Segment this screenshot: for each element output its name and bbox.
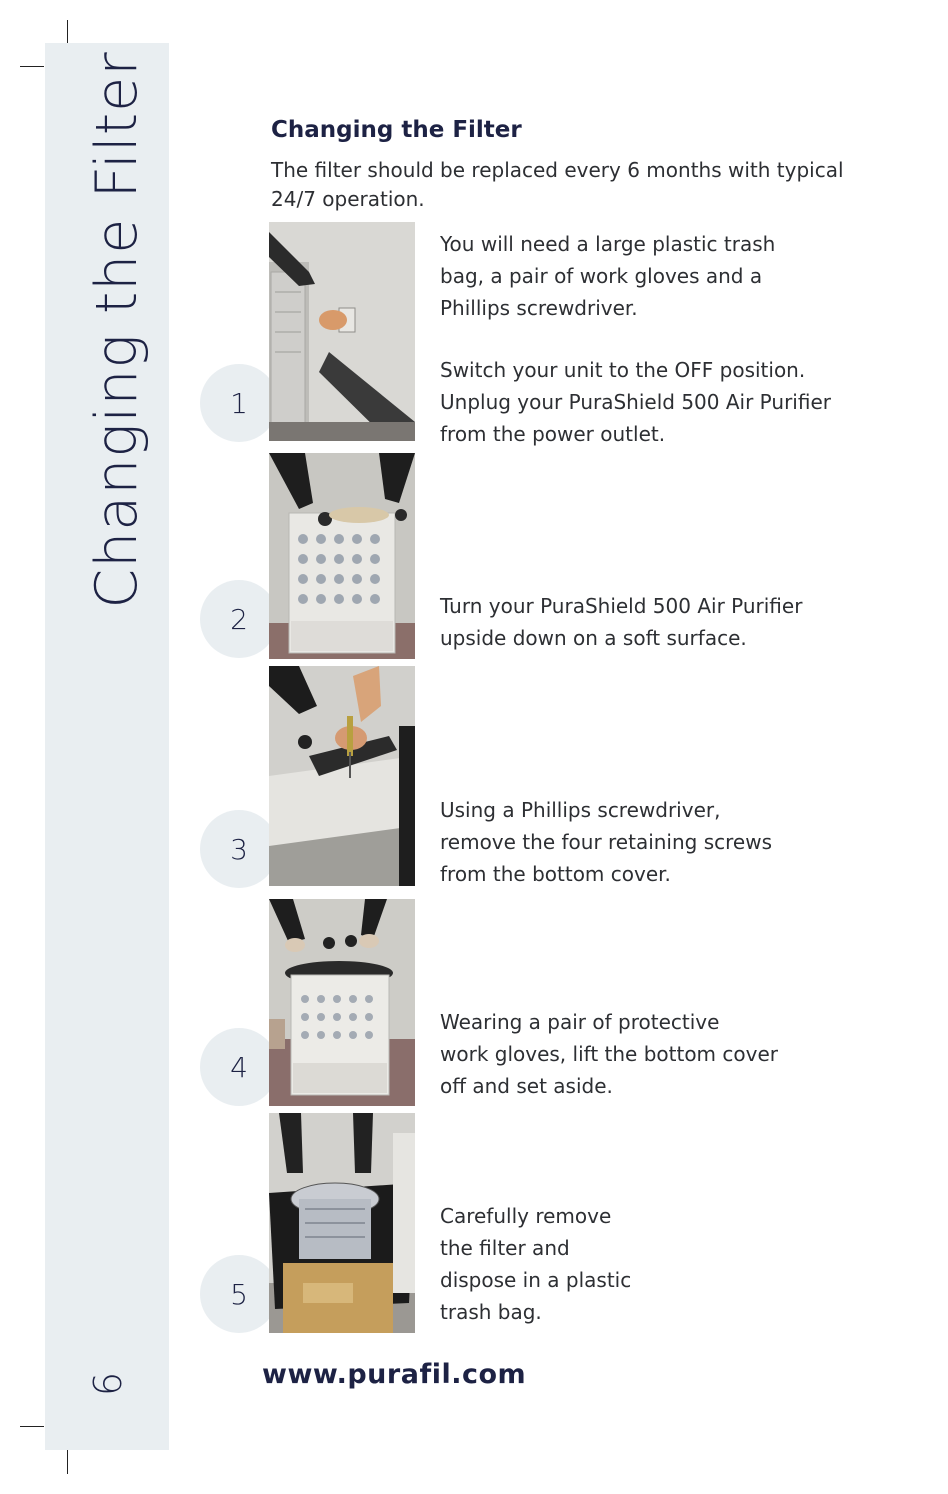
crop-mark-top-horizontal: [20, 66, 44, 67]
dispose-filter-photo: [269, 1113, 415, 1333]
step-paragraph: Using a Phillips screwdriver, remove the four retaining screws from the bottom cover.: [440, 798, 773, 886]
step-number-badge: 3: [200, 810, 278, 888]
lift-cover-photo: [269, 899, 415, 1106]
step-paragraph: Turn your PuraShield 500 Air Purifier upside down on a soft surface.: [440, 594, 803, 650]
sidebar-title: Changing the Filter: [84, 51, 150, 609]
flip-unit-photo: [269, 453, 415, 659]
step-paragraph: Switch your unit to the OFF position. Unplug your PuraShield 500 Air Purifier from the power outlet.: [440, 358, 831, 446]
section-heading: Changing the Filter: [271, 117, 522, 143]
crop-mark-bottom-horizontal: [20, 1426, 44, 1427]
crop-mark-bottom-vertical: [67, 1450, 68, 1474]
step-text: [440, 794, 870, 890]
step-text: [440, 590, 870, 654]
step-text: [440, 1200, 870, 1328]
page-number: 6: [86, 1371, 130, 1397]
step-text: [440, 228, 870, 450]
website-link[interactable]: www.purafil.com: [262, 1359, 527, 1390]
step-number-badge: 2: [200, 580, 278, 658]
step-number-badge: 4: [200, 1028, 278, 1106]
step-number-badge: 1: [200, 364, 278, 442]
step-paragraph: Wearing a pair of protective work gloves, lift the bottom cover off and set aside.: [440, 1010, 778, 1098]
step-paragraph: You will need a large plastic trash bag, a pair of work gloves and a Phillips screwdriver.: [440, 232, 776, 320]
step-paragraph: Carefully remove the filter and dispose in a plastic trash bag.: [440, 1204, 632, 1324]
unplug-photo: [269, 222, 415, 441]
step-text: [440, 1006, 870, 1102]
crop-mark-top-vertical: [67, 20, 68, 44]
screwdriver-photo: [269, 666, 415, 886]
intro-text: The filter should be replaced every 6 months with typical 24/7 operation.: [271, 158, 844, 211]
step-number-badge: 5: [200, 1255, 278, 1333]
